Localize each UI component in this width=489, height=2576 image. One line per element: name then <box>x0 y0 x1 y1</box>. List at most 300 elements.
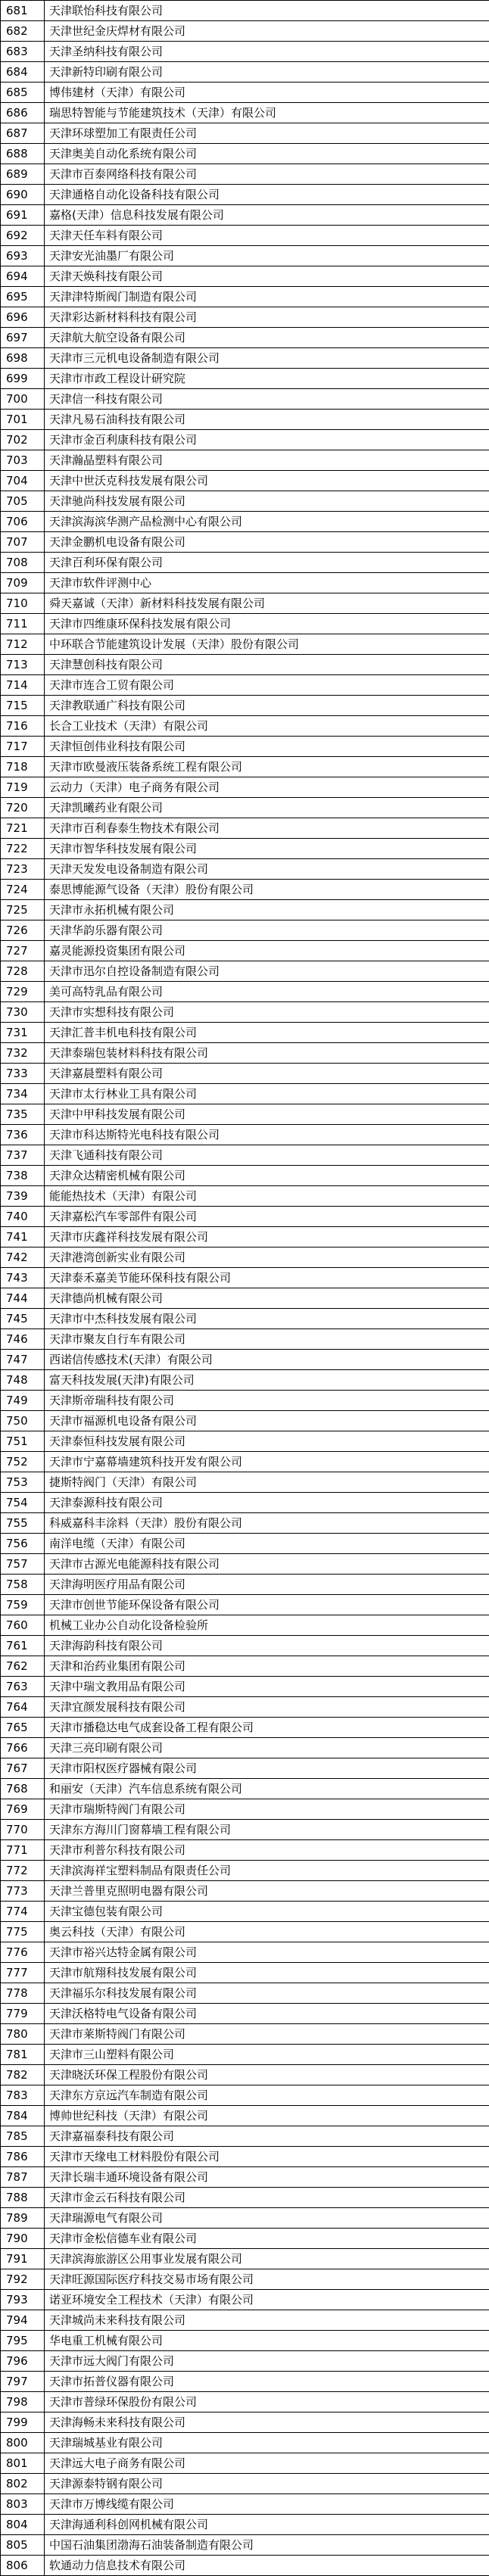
row-number: 753 <box>1 1472 45 1493</box>
table-row <box>1 1227 489 1248</box>
table-row <box>1 1615 489 1636</box>
table-row <box>1 777 489 798</box>
company-name: 富天科技发展(天津)有限公司 <box>45 1370 489 1391</box>
table-row <box>1 2085 489 2106</box>
row-number: 768 <box>1 1779 45 1799</box>
row-number: 771 <box>1 1840 45 1861</box>
row-number: 804 <box>1 2515 45 2535</box>
table-row <box>1 1697 489 1718</box>
table-row <box>1 2515 489 2535</box>
company-name: 天津泰禾嘉美节能环保科技有限公司 <box>45 1268 489 1288</box>
company-name: 天津海韵科技有限公司 <box>45 1636 489 1656</box>
row-number: 795 <box>1 2331 45 2351</box>
company-name: 美可高特乳品有限公司 <box>45 982 489 1002</box>
row-number: 739 <box>1 1186 45 1207</box>
company-name: 天津市连合工贸有限公司 <box>45 675 489 696</box>
row-number: 797 <box>1 2372 45 2392</box>
company-name: 天津市利普尔科技有限公司 <box>45 1840 489 1861</box>
row-number: 801 <box>1 2453 45 2474</box>
table-row <box>1 1963 489 1983</box>
company-name: 天津恒创伟业科技有限公司 <box>45 737 489 757</box>
table-row <box>1 328 489 348</box>
table-row <box>1 226 489 246</box>
company-name: 天津港湾创新实业有限公司 <box>45 1248 489 1268</box>
row-number: 705 <box>1 491 45 512</box>
table-row <box>1 2331 489 2351</box>
table-row <box>1 1104 489 1125</box>
row-number: 776 <box>1 1942 45 1963</box>
table-row <box>1 1268 489 1288</box>
company-name: 天津市中杰科技发展有限公司 <box>45 1309 489 1329</box>
company-name: 天津瑞城基业有限公司 <box>45 2433 489 2453</box>
table-row <box>1 1779 489 1799</box>
row-number: 757 <box>1 1554 45 1575</box>
company-name: 天津市金云石科技有限公司 <box>45 2188 489 2208</box>
row-number: 793 <box>1 2290 45 2310</box>
table-row <box>1 369 489 389</box>
table-row <box>1 103 489 123</box>
company-name: 天津兰普里克照明电器有限公司 <box>45 1881 489 1902</box>
company-name: 天津市庆鑫祥科技发展有限公司 <box>45 1227 489 1248</box>
table-row <box>1 471 489 491</box>
row-number: 721 <box>1 818 45 839</box>
row-number: 733 <box>1 1064 45 1084</box>
table-row <box>1 491 489 512</box>
company-name: 西诺信传感技术(天津）有限公司 <box>45 1350 489 1370</box>
company-name: 天津市科达斯特光电科技有限公司 <box>45 1125 489 1145</box>
company-name: 天津市百泰网络科技有限公司 <box>45 164 489 185</box>
company-name: 天津东方海川门窗幕墙工程有限公司 <box>45 1820 489 1840</box>
row-number: 805 <box>1 2535 45 2556</box>
company-name: 天津滨海祥宝塑料制品有限责任公司 <box>45 1861 489 1881</box>
row-number: 724 <box>1 880 45 900</box>
row-number: 761 <box>1 1636 45 1656</box>
company-name: 天津海明医疗用品有限公司 <box>45 1575 489 1595</box>
company-name: 天津华韵乐器有限公司 <box>45 920 489 941</box>
table-row <box>1 246 489 266</box>
table-row <box>1 1125 489 1145</box>
row-number: 781 <box>1 2045 45 2065</box>
company-name: 天津宜颜发展科技有限公司 <box>45 1697 489 1718</box>
table-row <box>1 2229 489 2249</box>
row-number: 785 <box>1 2126 45 2147</box>
company-name: 天津慧创科技有限公司 <box>45 655 489 675</box>
row-number: 796 <box>1 2351 45 2372</box>
row-number: 743 <box>1 1268 45 1288</box>
row-number: 784 <box>1 2106 45 2126</box>
table-row <box>1 21 489 42</box>
table-row <box>1 859 489 880</box>
table-row <box>1 2024 489 2045</box>
table-row <box>1 757 489 777</box>
row-number: 742 <box>1 1248 45 1268</box>
row-number: 787 <box>1 2167 45 2188</box>
row-number: 790 <box>1 2229 45 2249</box>
table-row <box>1 1656 489 1677</box>
company-name: 天津市万博线缆有限公司 <box>45 2494 489 2515</box>
company-name: 天津市三元机电设备制造有限公司 <box>45 348 489 369</box>
table-row <box>1 2249 489 2269</box>
row-number: 695 <box>1 287 45 307</box>
company-name: 舜天嘉诚（天津）新材料科技发展有限公司 <box>45 593 489 614</box>
company-name: 天津津特斯阀门制造有限公司 <box>45 287 489 307</box>
company-name: 博伟建材（天津）有限公司 <box>45 83 489 103</box>
row-number: 715 <box>1 696 45 716</box>
table-row <box>1 716 489 737</box>
table-row <box>1 920 489 941</box>
row-number: 791 <box>1 2249 45 2269</box>
company-name: 天津市百利春泰生物技术有限公司 <box>45 818 489 839</box>
row-number: 777 <box>1 1963 45 1983</box>
company-name: 天津信一科技有限公司 <box>45 389 489 410</box>
table-row <box>1 798 489 818</box>
table-row <box>1 1942 489 1963</box>
row-number: 774 <box>1 1902 45 1922</box>
company-name: 泰思博能源气设备（天津）股份有限公司 <box>45 880 489 900</box>
row-number: 722 <box>1 839 45 859</box>
row-number: 754 <box>1 1493 45 1513</box>
row-number: 756 <box>1 1534 45 1554</box>
company-name: 天津海通利科创网机械有限公司 <box>45 2515 489 2535</box>
row-number: 687 <box>1 123 45 144</box>
table-row <box>1 450 489 471</box>
table-row <box>1 1738 489 1758</box>
row-number: 725 <box>1 900 45 920</box>
company-name: 天津市莱斯特阀门有限公司 <box>45 2024 489 2045</box>
table-row <box>1 1166 489 1186</box>
company-name: 天津天任车料有限公司 <box>45 226 489 246</box>
company-name: 天津泰瑞包装材料科技有限公司 <box>45 1043 489 1064</box>
company-name: 天津长瑞丰通环境设备有限公司 <box>45 2167 489 2188</box>
table-row <box>1 553 489 573</box>
row-number: 745 <box>1 1309 45 1329</box>
table-row <box>1 941 489 961</box>
row-number: 788 <box>1 2188 45 2208</box>
company-name: 天津福乐尔科技发展有限公司 <box>45 1983 489 2004</box>
row-number: 701 <box>1 410 45 430</box>
table-row <box>1 430 489 450</box>
table-row <box>1 1534 489 1554</box>
row-number: 767 <box>1 1758 45 1779</box>
company-name: 机械工业办公自动化设备检验所 <box>45 1615 489 1636</box>
table-row <box>1 2556 489 2576</box>
row-number: 799 <box>1 2412 45 2433</box>
company-name: 天津安光油墨厂有限公司 <box>45 246 489 266</box>
row-number: 752 <box>1 1452 45 1472</box>
company-name: 博帅世纪科技（天津）有限公司 <box>45 2106 489 2126</box>
company-name: 云动力（天津）电子商务有限公司 <box>45 777 489 798</box>
row-number: 712 <box>1 634 45 655</box>
table-row <box>1 42 489 62</box>
company-name: 天津市金百利康科技有限公司 <box>45 430 489 450</box>
row-number: 762 <box>1 1656 45 1677</box>
company-name: 天津通格自动化设备科技有限公司 <box>45 185 489 205</box>
company-name: 天津泰恒科技发展有限公司 <box>45 1431 489 1452</box>
table-row <box>1 1186 489 1207</box>
row-number: 773 <box>1 1881 45 1902</box>
row-number: 803 <box>1 2494 45 2515</box>
table-row <box>1 655 489 675</box>
table-row <box>1 1554 489 1575</box>
row-number: 726 <box>1 920 45 941</box>
table-row <box>1 389 489 410</box>
company-name: 南洋电缆（天津）有限公司 <box>45 1534 489 1554</box>
company-name: 华电重工机械有限公司 <box>45 2331 489 2351</box>
table-row <box>1 1758 489 1779</box>
company-name: 天津凡易石油科技有限公司 <box>45 410 489 430</box>
table-row <box>1 2126 489 2147</box>
company-name: 奥云科技（天津）有限公司 <box>45 1922 489 1942</box>
row-number: 690 <box>1 185 45 205</box>
company-name: 天津市播稳达电气成套设备工程有限公司 <box>45 1718 489 1738</box>
row-number: 713 <box>1 655 45 675</box>
table-row <box>1 2045 489 2065</box>
table-row <box>1 1 489 21</box>
table-row <box>1 2351 489 2372</box>
table-row <box>1 2474 489 2494</box>
table-row <box>1 2106 489 2126</box>
table-row <box>1 961 489 982</box>
company-name: 天津市迅尔自控设备制造有限公司 <box>45 961 489 982</box>
company-name: 天津凯曦药业有限公司 <box>45 798 489 818</box>
row-number: 763 <box>1 1677 45 1697</box>
company-name: 天津沃格特电气设备有限公司 <box>45 2004 489 2024</box>
table-row <box>1 185 489 205</box>
table-row <box>1 1350 489 1370</box>
row-number: 800 <box>1 2433 45 2453</box>
company-name: 天津教联通广科技有限公司 <box>45 696 489 716</box>
row-number: 702 <box>1 430 45 450</box>
row-number: 786 <box>1 2147 45 2167</box>
row-number: 789 <box>1 2208 45 2229</box>
row-number: 783 <box>1 2085 45 2106</box>
table-row <box>1 164 489 185</box>
company-name: 天津市智华科技发展有限公司 <box>45 839 489 859</box>
table-row <box>1 2433 489 2453</box>
table-row <box>1 2147 489 2167</box>
company-name: 天津天焕科技有限公司 <box>45 266 489 287</box>
company-name: 诺亚环境安全工程技术（天津）有限公司 <box>45 2290 489 2310</box>
table-row <box>1 1411 489 1431</box>
row-number: 792 <box>1 2269 45 2290</box>
company-name: 天津市阳权医疗器械有限公司 <box>45 1758 489 1779</box>
table-row <box>1 1145 489 1166</box>
company-name: 天津市远大阀门有限公司 <box>45 2351 489 2372</box>
row-number: 760 <box>1 1615 45 1636</box>
table-row <box>1 573 489 593</box>
row-number: 747 <box>1 1350 45 1370</box>
row-number: 741 <box>1 1227 45 1248</box>
company-name: 天津泰源科技有限公司 <box>45 1493 489 1513</box>
row-number: 750 <box>1 1411 45 1431</box>
row-number: 759 <box>1 1595 45 1615</box>
company-name: 天津天发发电设备制造有限公司 <box>45 859 489 880</box>
company-name: 天津瑞源电气有限公司 <box>45 2208 489 2229</box>
table-row <box>1 287 489 307</box>
table-row <box>1 123 489 144</box>
table-row <box>1 634 489 655</box>
company-name: 天津世纪金庆焊材有限公司 <box>45 21 489 42</box>
row-number: 709 <box>1 573 45 593</box>
row-number: 798 <box>1 2392 45 2412</box>
table-row <box>1 2269 489 2290</box>
row-number: 751 <box>1 1431 45 1452</box>
row-number: 735 <box>1 1104 45 1125</box>
company-name: 天津市航翔科技发展有限公司 <box>45 1963 489 1983</box>
table-row <box>1 1881 489 1902</box>
company-name: 天津源泰特钢有限公司 <box>45 2474 489 2494</box>
row-number: 729 <box>1 982 45 1002</box>
table-row <box>1 2004 489 2024</box>
row-number: 697 <box>1 328 45 348</box>
company-name: 天津瀚晶塑料有限公司 <box>45 450 489 471</box>
company-name: 天津市欧曼液压装备系统工程有限公司 <box>45 757 489 777</box>
company-name: 天津和治药业集团有限公司 <box>45 1656 489 1677</box>
company-name: 天津市福源机电设备有限公司 <box>45 1411 489 1431</box>
table-row <box>1 1513 489 1534</box>
row-number: 700 <box>1 389 45 410</box>
table-row <box>1 144 489 164</box>
company-name: 天津远大电子商务有限公司 <box>45 2453 489 2474</box>
table-row <box>1 737 489 757</box>
company-name: 天津飞通科技有限公司 <box>45 1145 489 1166</box>
company-name: 天津新特印刷有限公司 <box>45 62 489 83</box>
table-row <box>1 410 489 430</box>
table-row <box>1 2494 489 2515</box>
row-number: 794 <box>1 2310 45 2331</box>
table-row <box>1 2065 489 2085</box>
company-name: 天津市市政工程设计研究院 <box>45 369 489 389</box>
company-name: 天津众达精密机械有限公司 <box>45 1166 489 1186</box>
row-number: 734 <box>1 1084 45 1104</box>
table-row <box>1 1472 489 1493</box>
table-row <box>1 1799 489 1820</box>
table-row <box>1 1248 489 1268</box>
company-name: 和丽安（天津）汽车信息系统有限公司 <box>45 1779 489 1799</box>
company-name: 天津金鹏机电设备有限公司 <box>45 532 489 553</box>
table-row <box>1 2372 489 2392</box>
company-name: 天津彩达新材料科技有限公司 <box>45 307 489 328</box>
table-row <box>1 1840 489 1861</box>
row-number: 698 <box>1 348 45 369</box>
table-row <box>1 675 489 696</box>
company-name: 天津中甲科技发展有限公司 <box>45 1104 489 1125</box>
row-number: 737 <box>1 1145 45 1166</box>
company-name: 天津中世沃克科技发展有限公司 <box>45 471 489 491</box>
row-number: 723 <box>1 859 45 880</box>
company-name: 天津市古源光电能源科技有限公司 <box>45 1554 489 1575</box>
company-name: 中国石油集团渤海石油装备制造有限公司 <box>45 2535 489 2556</box>
row-number: 728 <box>1 961 45 982</box>
table-row <box>1 1983 489 2004</box>
company-name: 天津市永拓机械有限公司 <box>45 900 489 920</box>
company-name: 天津驰尚科技发展有限公司 <box>45 491 489 512</box>
company-name: 天津宝德包装有限公司 <box>45 1902 489 1922</box>
company-name: 天津市软件评测中心 <box>45 573 489 593</box>
table-row <box>1 2392 489 2412</box>
row-number: 738 <box>1 1166 45 1186</box>
company-name: 天津环球塑加工有限责任公司 <box>45 123 489 144</box>
company-name: 天津市聚友自行车有限公司 <box>45 1329 489 1350</box>
table-row <box>1 1575 489 1595</box>
company-name: 科威嘉科丰涂料（天津）股份有限公司 <box>45 1513 489 1534</box>
table-row <box>1 512 489 532</box>
row-number: 731 <box>1 1023 45 1043</box>
company-name: 捷斯特阀门（天津）有限公司 <box>45 1472 489 1493</box>
row-number: 706 <box>1 512 45 532</box>
company-name: 长合工业技术（天津）有限公司 <box>45 716 489 737</box>
company-name: 天津圣纳科技有限公司 <box>45 42 489 62</box>
company-name: 天津嘉松汽车零部件有限公司 <box>45 1207 489 1227</box>
company-name: 天津海畅未来科技有限公司 <box>45 2412 489 2433</box>
company-name: 天津滨海旅游区公用事业发展有限公司 <box>45 2249 489 2269</box>
row-number: 710 <box>1 593 45 614</box>
table-row <box>1 1064 489 1084</box>
company-name: 天津晓沃环保工程股份有限公司 <box>45 2065 489 2085</box>
row-number: 699 <box>1 369 45 389</box>
row-number: 782 <box>1 2065 45 2085</box>
table-row <box>1 880 489 900</box>
table-row <box>1 1595 489 1615</box>
table-row <box>1 1309 489 1329</box>
row-number: 696 <box>1 307 45 328</box>
company-name: 天津奥美自动化系统有限公司 <box>45 144 489 164</box>
row-number: 775 <box>1 1922 45 1942</box>
table-row <box>1 2208 489 2229</box>
row-number: 744 <box>1 1288 45 1309</box>
company-name: 天津市太行林业工具有限公司 <box>45 1084 489 1104</box>
table-row <box>1 1391 489 1411</box>
table-row <box>1 205 489 226</box>
company-name: 天津市三山塑料有限公司 <box>45 2045 489 2065</box>
row-number: 716 <box>1 716 45 737</box>
table-row <box>1 696 489 716</box>
row-number: 730 <box>1 1002 45 1023</box>
company-name: 天津市拓普仪器有限公司 <box>45 2372 489 2392</box>
company-name: 瑞思特智能与节能建筑技术（天津）有限公司 <box>45 103 489 123</box>
company-name: 天津嘉福泰科技有限公司 <box>45 2126 489 2147</box>
company-name: 嘉格(天津）信息科技发展有限公司 <box>45 205 489 226</box>
table-row <box>1 2290 489 2310</box>
company-name: 天津中瑞文教用品有限公司 <box>45 1677 489 1697</box>
company-name: 天津市四维康环保科技发展有限公司 <box>45 614 489 634</box>
row-number: 770 <box>1 1820 45 1840</box>
company-name: 天津市天缘电工材料股份有限公司 <box>45 2147 489 2167</box>
row-number: 682 <box>1 21 45 42</box>
company-name: 天津德尚机械有限公司 <box>45 1288 489 1309</box>
row-number: 779 <box>1 2004 45 2024</box>
company-name: 天津三亮印刷有限公司 <box>45 1738 489 1758</box>
row-number: 736 <box>1 1125 45 1145</box>
row-number: 802 <box>1 2474 45 2494</box>
row-number: 684 <box>1 62 45 83</box>
row-number: 688 <box>1 144 45 164</box>
table-row <box>1 2535 489 2556</box>
company-name: 能能热技术（天津）有限公司 <box>45 1186 489 1207</box>
row-number: 732 <box>1 1043 45 1064</box>
row-number: 703 <box>1 450 45 471</box>
table-row <box>1 1677 489 1697</box>
company-name: 天津航大航空设备有限公司 <box>45 328 489 348</box>
company-name: 天津嘉晨塑料有限公司 <box>45 1064 489 1084</box>
row-number: 758 <box>1 1575 45 1595</box>
table-row <box>1 982 489 1002</box>
row-number: 689 <box>1 164 45 185</box>
row-number: 683 <box>1 42 45 62</box>
company-name: 天津滨海滨华测产品检测中心有限公司 <box>45 512 489 532</box>
row-number: 780 <box>1 2024 45 2045</box>
table-row <box>1 1370 489 1391</box>
